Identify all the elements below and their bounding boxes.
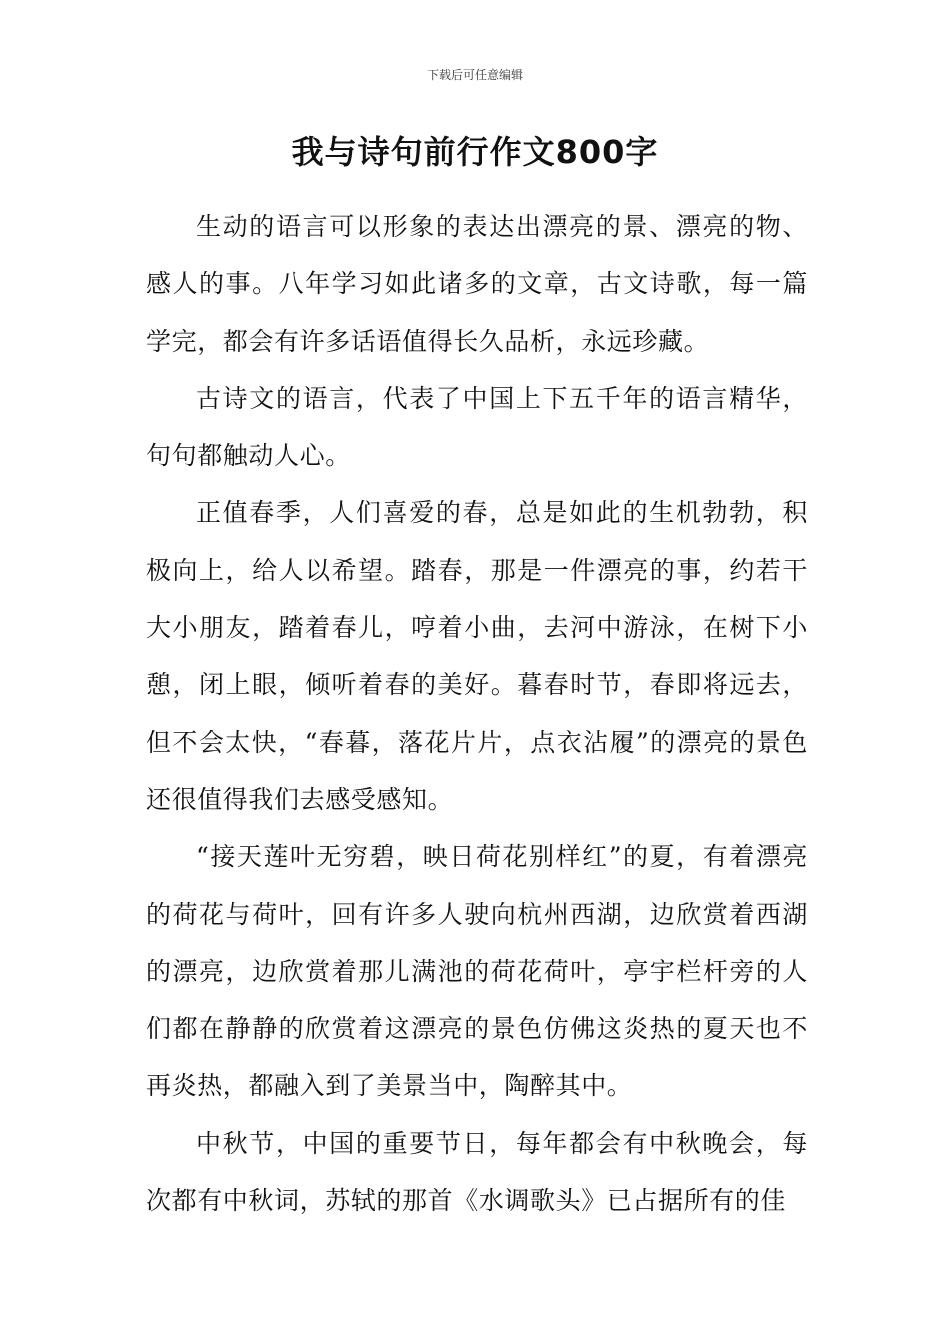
document-body	[146, 198, 808, 1229]
paragraph-4: “接天莲叶无穷碧，映日荷花别样红”的夏，有着漂亮的荷花与荷叶，回有许多人驶向杭州西湖，边欣赏着西湖的漂亮，边欣赏着那儿满池的荷花荷叶，亭宇栏杆旁的人们都在静静的欣赏着这漂亮的景色仿佛这炎热的夏天也不再炎热，都融入到了美景当中，陶醉其中。	[146, 842, 808, 1101]
paragraph-2: 古诗文的语言，代表了中国上下五千年的语言精华，句句都触动人心。	[146, 383, 808, 471]
document-title: 我与诗句前行作文800字	[291, 133, 659, 171]
header-note: 下载后可任意编辑	[426, 68, 523, 82]
paragraph-3: 正值春季，人们喜爱的春，总是如此的生机勃勃，积极向上，给人以希望。踏春，那是一件漂亮的事，约若干大小朋友，踏着春儿，哼着小曲，去河中游泳，在树下小憩，闭上眼，倾听着春的美好。暮春时节，春即将远去，但不会太快，“春暮，落花片片，点衣沾履”的漂亮的景色还很值得我们去感受感知。	[146, 498, 808, 814]
paragraph-5: 中秋节，中国的重要节日，每年都会有中秋晚会，每次都有中秋词，苏轼的那首《水调歌头》已占据所有的佳	[146, 1128, 808, 1216]
paragraph-1: 生动的语言可以形象的表达出漂亮的景、漂亮的物、感人的事。八年学习如此诸多的文章，古文诗歌，每一篇学完，都会有许多话语值得长久品析，永远珍藏。	[146, 212, 808, 356]
